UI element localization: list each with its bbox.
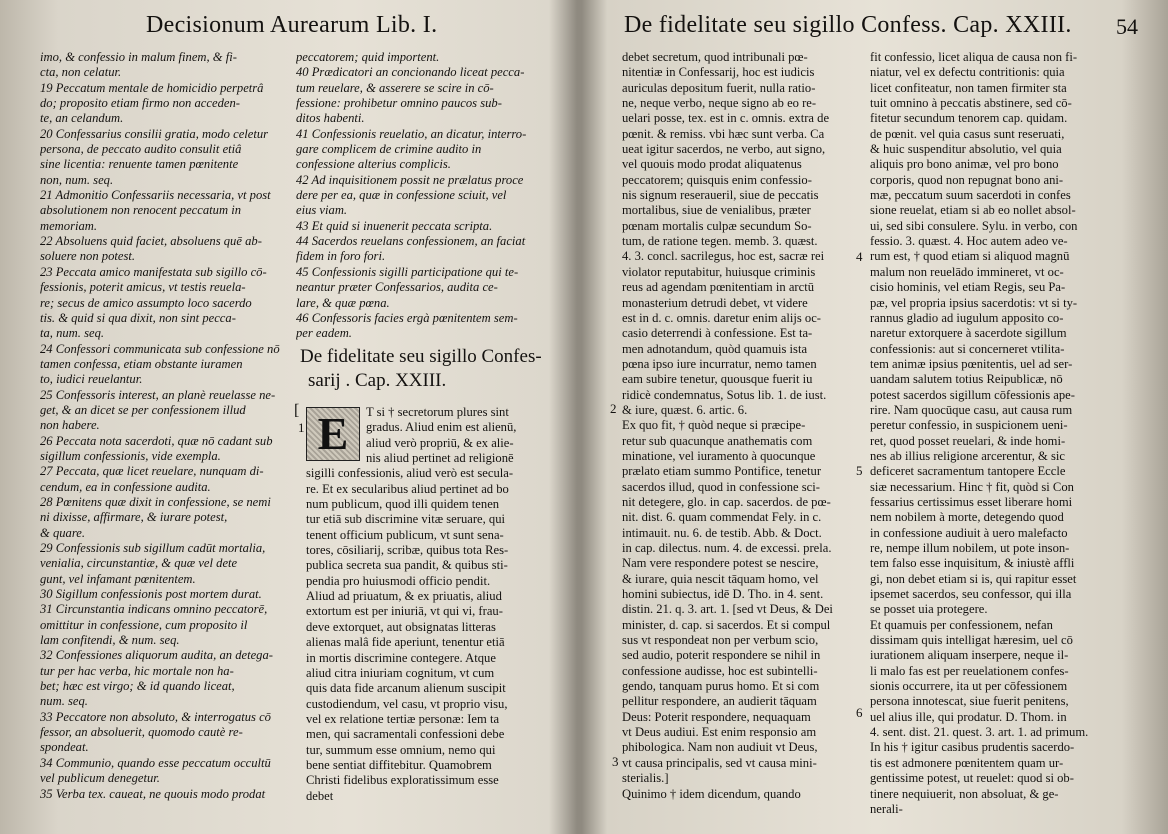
- body-text-line: rire. Nam quocūque casu, aut causa rum: [870, 402, 1073, 417]
- index-entry-line: 22 Absoluens quid faciet, absoluens quē ab-: [40, 234, 262, 249]
- text-column-1: [622, 50, 874, 825]
- index-entry-line: 35 Verba tex. caueat, ne quouis modo prodat: [40, 786, 266, 801]
- body-text-line: li malo fas est per reuelationem confes-: [870, 663, 1069, 678]
- body-text-line: reus ad agendam pœnitentiam in arctū: [622, 280, 814, 295]
- right-page: [584, 0, 1168, 834]
- index-entry-line: omittitur in confessione, cum proposito il: [40, 617, 248, 632]
- index-entry-line: venialia, circunstantiæ, & quæ vel dete: [40, 556, 238, 571]
- body-text-line: pendia pro huiusmodi officio pendit.: [306, 573, 491, 588]
- index-entry-line: spondeat.: [40, 740, 89, 755]
- margin-number-2: 2: [610, 401, 617, 416]
- body-text-line: niatur, vel ex defectu contritionis: quia: [870, 65, 1065, 80]
- body-text-line: & iurare, quia nescit tāquam homo, vel: [622, 571, 819, 586]
- index-entry-line: 34 Communio, quando esse peccatum occultū: [40, 755, 271, 770]
- index-entry-line: gunt, vel infamant pœnitentem.: [40, 571, 196, 586]
- body-text-line: sterialis.]: [622, 771, 669, 786]
- index-entry-line: imo, & confessio in malum finem, & fi-: [40, 50, 237, 64]
- body-text-line: vt Deus audiui. Est enim responsio am: [622, 725, 817, 740]
- body-text-line: aliud verò propriū, & ex alie-: [366, 435, 514, 450]
- index-entry-line: 29 Confessionis sub sigillum cadūt mortalia,: [40, 541, 266, 555]
- index-entry-line: fessione: prohibetur omnino paucos sub-: [296, 96, 502, 111]
- body-text-line: distin. 21. q. 3. art. 1. [sed vt Deus, & Dei: [622, 602, 833, 617]
- body-text-line: Et quamuis per confessionem, nefan: [870, 617, 1053, 632]
- index-entry-line: neantur præter Confessarios, audita ce-: [296, 280, 498, 295]
- body-text-line: fessarius certissimus esset liberare homi: [870, 494, 1073, 509]
- index-entry-line: 32 Confessiones aliquorum audita, an detega-: [40, 648, 273, 663]
- index-entry-line: do; proposito etiam firmo non acceden-: [40, 96, 240, 111]
- body-text-line: extortum est per iniuriā, vt qui vi, frau-: [306, 604, 503, 619]
- margin-number-5: 5: [856, 463, 863, 478]
- body-text-line: eam subire tenetur, quousque fuerit iu: [622, 372, 813, 387]
- index-entry-line: eius viam.: [296, 203, 348, 218]
- body-text-line: deve extorquet, aut obsignatas litteras: [306, 619, 496, 634]
- body-text-line: nit. dist. 6. quam commendat Fely. in c.: [622, 510, 822, 525]
- body-text-line: uelari posse, tex. est in c. omnis. extra de: [622, 111, 830, 126]
- index-entry-line: 24 Confessori communicata sub confessione nō: [40, 341, 280, 356]
- body-text-line: publica secreta sua pandit, & quibus sti-: [306, 558, 508, 573]
- body-text-line: tur, summum esse omnium, nemo qui: [306, 742, 496, 757]
- index-entry-line: soluere non potest.: [40, 249, 136, 264]
- body-text-line: uandam salutem totius Reipublicæ, nō: [870, 372, 1063, 387]
- body-text-line: nerali-: [870, 801, 903, 816]
- index-entry-line: 41 Confessionis reuelatio, an dicatur, interro-: [296, 126, 527, 141]
- body-text-line: nitentiæ in Confessarij, hoc est iudicis: [622, 65, 815, 80]
- body-text-line: sione reuelat, etiam si ab eo nollet absol-: [870, 203, 1076, 218]
- index-entry-line: confessione alterius complicis.: [296, 157, 451, 172]
- body-text-line: dissimam quis intelligat hæresim, uel cō: [870, 633, 1073, 648]
- body-text-line: peccatorem; quisquis enim confessio-: [622, 172, 812, 187]
- body-text-line: pæ, vel propria ipsius sacerdotis: vt si ty-: [870, 295, 1078, 310]
- body-text-line: intimauit. nu. 6. de testib. Abb. & Doct.: [622, 525, 822, 540]
- body-text-line: gendo, tanquam purus homo. Et si com: [622, 679, 820, 694]
- body-text-line: sigilli confessionis, aliud verò est secula-: [306, 466, 514, 481]
- body-text-line: potest sacerdos sigillum cōfessionis ape-: [870, 387, 1075, 402]
- index-entry-line: 44 Sacerdos reuelans confessionem, an faciat: [296, 234, 526, 249]
- body-text-line: siæ necessarium. Hinc † fit, quòd si Con: [870, 479, 1074, 494]
- index-entry-line: non habere.: [40, 418, 100, 433]
- body-text-line: nes ab illius religione arcerentur, & sic: [870, 448, 1065, 463]
- body-text-line: iurationem aliquam inserpere, neque il-: [870, 648, 1069, 663]
- index-entry-line: vel publicum denegetur.: [40, 771, 160, 786]
- body-text-line: violator reputabitur, huiusque criminis: [622, 264, 816, 279]
- body-text-line: Deus: Poterit respondere, nequaquam: [622, 709, 811, 724]
- body-text-line: men, qui sacramentali confessioni debe: [306, 727, 505, 742]
- body-text-line: Ex quo fit, † quòd neque si præcipe-: [622, 418, 806, 433]
- body-text-line: nis aliud pertinet ad religionē: [366, 451, 514, 466]
- index-entry-line: 28 Pœnitens quæ dixit in confessione, se nemi: [40, 494, 271, 509]
- body-text-line: nis signum reseraueril, siue de peccatis: [622, 188, 819, 203]
- body-text-line: ueat igitur sacerdos, ne verbo, aut signo,: [622, 142, 826, 157]
- body-text-line: vt causa principalis, sed vt causa mini-: [622, 755, 817, 770]
- index-entry-line: lare, & quæ pœna.: [296, 295, 390, 310]
- index-entry-line: non, num. seq.: [40, 172, 114, 187]
- index-entry-line: te, an celandum.: [40, 111, 124, 126]
- index-entry-line: 31 Circunstantia indicans omnino peccatorē,: [40, 602, 268, 617]
- margin-number-6: 6: [856, 705, 863, 720]
- text-column-2: [870, 50, 1132, 825]
- margin-number-3: 3: [612, 754, 619, 769]
- index-entry-line: & quare.: [40, 525, 86, 540]
- body-text-line: uel alius ille, qui prodatur. D. Thom. in: [870, 709, 1067, 724]
- body-text-line: Nam vere respondere potest se nescire,: [622, 556, 819, 571]
- index-entry-line: gare complicem de crimine audito in: [296, 142, 482, 157]
- body-text-line: ipsemet sacerdos, seu confessor, qui illa: [870, 587, 1072, 602]
- index-entry-line: 25 Confessoris interest, an planè reuelasse ne-: [40, 387, 276, 402]
- left-running-header: Decisionum Aurearum Lib. I.: [146, 12, 438, 38]
- body-text-line: tuit omnino à peccatis abstinere, sed cō-: [870, 96, 1072, 111]
- body-text-line: monasterium detrudi debet, vt videre: [622, 295, 808, 310]
- index-entry-line: get, & an dicet se per confessionem illud: [40, 402, 246, 417]
- body-text-line: vel ex relatione tertiæ personæ: Iem ta: [306, 711, 500, 726]
- index-entry-line: fessionis, poterit amicus, vt testis reuela-: [40, 280, 246, 295]
- body-text-line: naretur extorquere à sacerdote sigillum: [870, 326, 1067, 341]
- body-text-line: mæ, peccatum suum sacerdoti in confes: [870, 188, 1071, 203]
- index-column-1: [40, 50, 292, 820]
- body-text-line: phibologica. Nam non audiuit vt Deus,: [622, 740, 818, 755]
- body-text-line: tenent officium publicum, vt sunt sena-: [306, 527, 504, 542]
- body-text-line: & iure, quæst. 6. artic. 6.: [622, 402, 748, 417]
- body-text-line: ne, neque verbo, neque signo ab eo re-: [622, 96, 817, 111]
- left-page: [0, 0, 566, 834]
- body-text-line: nit detegere, glo. in cap. sacerdos. de pœ-: [622, 494, 831, 509]
- body-text-line: vel quouis modo prodat aliquatenus: [622, 157, 802, 172]
- body-text-line: mortalibus, siue de venialibus, præter: [622, 203, 811, 218]
- body-text-line: bene sentiat diffitebitur. Quamobrem: [306, 757, 492, 772]
- body-text-line: Quinimo † idem dicendum, quando: [622, 786, 801, 801]
- body-text-line: 4. sent. dist. 21. quest. 3. art. 1. ad primum.: [870, 725, 1089, 740]
- body-text-line: est in d. c. omnis. daretur enim alijs oc-: [622, 310, 822, 325]
- body-text-line: aliquis pro bono animæ, vel pro bono: [870, 157, 1059, 172]
- margin-number: 1: [298, 420, 305, 435]
- body-text-line: ui, sed sibi consulere. Sylu. in verbo, con: [870, 218, 1078, 233]
- index-entry-line: re; secus de amico assumpto loco sacerdo: [40, 295, 252, 310]
- body-text-line: Christi fidelibus exploratissimum esse: [306, 773, 499, 788]
- index-entry-line: tum reuelare, & asserere se scire in cō-: [296, 80, 494, 95]
- index-entry-line: 23 Peccata amico manifestata sub sigillo cō-: [40, 264, 267, 279]
- body-text-line: nem nobilem à morte, detegendo quod: [870, 510, 1064, 525]
- body-text-line: pœnam mortalis culpæ secundum So-: [622, 218, 812, 233]
- body-text-line: num publicum, quod illi quidem tenen: [306, 497, 500, 512]
- margin-number-4: 4: [856, 249, 863, 264]
- index-entry-line: bet; hæc est virgo; & id quando liceat,: [40, 679, 235, 694]
- body-text-line: persona innotescat, siue fuerit penitens,: [870, 694, 1069, 709]
- body-text-line: rannus gladio ad iugulum apposito co-: [870, 310, 1064, 325]
- body-text-line: deficeret sacramentum tantopere Eccle: [870, 464, 1066, 479]
- chapter-body-text: [306, 405, 550, 825]
- body-text-line: fessio. 3. quæst. 4. Hoc autem adeo ve-: [870, 234, 1068, 249]
- index-entry-line: num. seq.: [40, 694, 88, 709]
- folio-number: 54: [1116, 14, 1138, 39]
- body-text-line: alienas malâ fide aperiunt, tenentur etiā: [306, 635, 505, 650]
- index-entry-line: 43 Et quid si inuenerit peccata scripta.: [296, 218, 493, 233]
- chapter-title-line-2: sarij . Cap. XXIII.: [308, 370, 447, 391]
- index-entry-line: 21 Admonitio Confessariis necessaria, vt post: [40, 188, 271, 203]
- body-text-line: casio deterrendi à confessione. Est ta-: [622, 326, 813, 341]
- index-entry-line: absolutionem non renocent peccatum in: [40, 203, 241, 218]
- body-text-line: peretur confessio, in suspicionem ueni-: [870, 418, 1068, 433]
- body-text-line: homini subiectus, idē D. Tho. in 4. sent.: [622, 587, 824, 602]
- body-text-line: tinere nequiuerit, non absoluat, & ge-: [870, 786, 1059, 801]
- index-entry-line: 45 Confessionis sigilli participatione qui te-: [296, 264, 519, 279]
- body-text-line: & huic suspenditur absolutio, vel quia: [870, 142, 1062, 157]
- chapter-title: [300, 345, 550, 393]
- body-text-line: tem animæ ipsius pœnitentis, uel ad ser-: [870, 356, 1073, 371]
- body-text-line: se posset uia protegere.: [870, 602, 988, 617]
- body-text-line: malum non reuelādo immineret, vt oc-: [870, 264, 1064, 279]
- body-text-line: sacerdos illud, quod in confessione sci-: [622, 479, 820, 494]
- body-text-line: 4. 3. concl. sacrilegus, hoc est, sacræ rei: [622, 249, 825, 264]
- body-text-line: prælato etiam summo Pontifice, tenetur: [622, 464, 822, 479]
- index-entry-line: 19 Peccatum mentale de homicidio perpetrâ: [40, 80, 264, 95]
- body-text-line: sionis occurrere, ita ut per cōfessionem: [870, 679, 1068, 694]
- body-text-line: fitetur secundum tenorem cap. quidam.: [870, 111, 1068, 126]
- index-entry-line: to, iudici reuelantur.: [40, 372, 143, 387]
- body-text-line: pellitur respondere, an audierit tāquam: [622, 694, 817, 709]
- index-entry-line: 30 Sigillum confessionis post mortem durat.: [40, 587, 262, 602]
- body-text-line: tis est admonere pœnitentem quam ur-: [870, 755, 1064, 770]
- index-entry-line: fidem in foro fori.: [296, 249, 386, 264]
- index-entry-line: ni dixisse, affirmare, & iurare potest,: [40, 510, 228, 525]
- body-text-line: confessione audisse, hoc est subintelli-: [622, 663, 818, 678]
- body-text-line: auriculas depositum fuerit, nulla ratio-: [622, 80, 816, 95]
- body-text-line: tum, de ratione tegen. memb. 3. quæst.: [622, 234, 818, 249]
- body-text-line: tem falso esse inquisitum, & iniustè affli: [870, 556, 1075, 571]
- index-entry-line: sine licentia: renuente tamen pœnitente: [40, 157, 239, 172]
- index-entry-line: ta, num. seq.: [40, 326, 105, 341]
- body-text-line: minatione, vel iuramento à quocunque: [622, 448, 816, 463]
- body-text-line: retur sub quacunque anathematis com: [622, 433, 813, 448]
- index-entry-line: tamen confessa, etiam obstante iuramen: [40, 356, 243, 371]
- right-running-header: De fidelitate seu sigillo Confess. Cap. XXIII.: [624, 12, 1072, 38]
- body-text-line: debet: [306, 788, 334, 803]
- body-text-line: custodiendum, vel casu, vt proprio visu,: [306, 696, 508, 711]
- index-entry-line: tis. & quid si qua dixit, non sint pecca-: [40, 310, 236, 325]
- index-entry-line: peccatorem; quid importent.: [296, 50, 440, 64]
- body-text-line: Aliud ad priuatum, & ex priuatis, aliud: [306, 589, 502, 604]
- body-text-line: gi, non debet etiam si is, qui rapitur esset: [870, 571, 1077, 586]
- chapter-title-line-1: De fidelitate seu sigillo Confes-: [300, 346, 542, 367]
- body-text-line: gradus. Aliud enim est alienū,: [366, 420, 517, 435]
- body-text-line: ret, quod posset reuelari, & inde homi-: [870, 433, 1066, 448]
- body-text-line: tur etiā sub discrimine vitæ seruare, qui: [306, 512, 506, 527]
- decorated-initial: E: [306, 407, 360, 461]
- body-text-line: fit confessio, licet aliqua de causa non fi-: [870, 50, 1078, 64]
- body-text-line: minister, d. cap. si sacerdos. Et si compul: [622, 617, 831, 632]
- body-text-line: aliud citra iniuriam cognitum, vt cum: [306, 665, 495, 680]
- body-text-line: sed audio, poterit respondere se nihil in: [622, 648, 821, 663]
- body-text-line: pœnit. & remiss. vbi hæc sunt verba. Ca: [622, 126, 825, 141]
- body-text-line: re, nempe illum nobilem, ut pote inson-: [870, 541, 1070, 555]
- index-entry-line: memoriam.: [40, 218, 98, 233]
- body-text-line: men adnotandum, quòd quamuis ista: [622, 341, 808, 356]
- index-entry-line: sigillum confessionis, vide exempla.: [40, 448, 221, 463]
- index-entry-line: 26 Peccata nota sacerdoti, quæ nō cadant sub: [40, 433, 273, 448]
- index-entry-line: cta, non celatur.: [40, 65, 122, 80]
- body-text-line: In his † igitur casibus prudentis sacerdo-: [870, 740, 1075, 755]
- body-text-line: cisio hominis, vel etiam Regis, seu Pa-: [870, 280, 1066, 295]
- body-text-line: in confessione audiuit à uero malefacto: [870, 525, 1068, 540]
- index-entry-line: per eadem.: [296, 326, 352, 341]
- body-text-line: re. Et ex secularibus aliud pertinet ad bo: [306, 481, 509, 496]
- body-text-line: debet secretum, quod intribunali pœ-: [622, 50, 808, 64]
- index-entry-line: 20 Confessarius consilii gratia, modo celetur: [40, 126, 269, 141]
- index-entry-line: lam confitendi, & num. seq.: [40, 633, 180, 648]
- index-entry-line: ditos habenti.: [296, 111, 365, 126]
- body-text-line: corporis, quod non repugnat bono ani-: [870, 172, 1064, 187]
- body-text-line: T si † secretorum plures sint: [366, 405, 509, 419]
- index-entry-line: fessor, an absoluerit, quomodo cautè re-: [40, 725, 243, 740]
- body-text-line: rum est, † quod etiam si aliquod magnū: [870, 249, 1070, 264]
- index-entry-line: 33 Peccatore non absoluto, & interrogatus cō: [40, 709, 271, 724]
- body-text-line: pœna ipso iure incurratur, nemo tamen: [622, 356, 817, 371]
- body-text-line: quis data fide arcanum alienum suscipit: [306, 681, 506, 696]
- index-entry-line: cendum, ea in confessione audita.: [40, 479, 211, 494]
- body-text-line: confessionis: aut si concerneret vtilita-: [870, 341, 1065, 356]
- body-text-line: gentissime potest, ut reuelet: quod si ob-: [870, 771, 1074, 786]
- body-text-line: ridicè condemnatus, Sotus lib. 1. de iust.: [622, 387, 827, 402]
- index-entry-line: 46 Confessoris facies ergà pœnitentem sem-: [296, 310, 518, 325]
- body-text-line: sus vt respondeat non per verbum scio,: [622, 633, 819, 648]
- body-text-line: licet confiteatur, non tamen firmiter sta: [870, 80, 1067, 95]
- body-text-line: tores, cōsiliarij, scribæ, quibus tota Res-: [306, 543, 509, 558]
- body-text-line: in mortis discrimine contegere. Atque: [306, 650, 496, 665]
- body-text-line: in cap. dilectus. num. 4. de excessi. prela.: [622, 541, 832, 555]
- index-entry-line: 27 Peccata, quæ licet reuelare, nunquam di-: [40, 464, 264, 479]
- index-entry-line: dere per ea, quæ in confessione sciuit, vel: [296, 188, 507, 203]
- index-column-2: [296, 50, 546, 350]
- index-entry-line: 42 Ad inquisitionem possit ne prælatus proce: [296, 172, 524, 187]
- index-entry-line: tur per hac verba, hic mortale non ha-: [40, 663, 234, 678]
- index-entry-line: 40 Prædicatori an concionando liceat pecca-: [296, 65, 525, 80]
- body-text-line: de pœnit. vel quia casus sunt reseruati,: [870, 126, 1065, 141]
- margin-bracket: [: [294, 402, 300, 419]
- index-entry-line: persona, de peccato audito consulit etiâ: [40, 142, 242, 157]
